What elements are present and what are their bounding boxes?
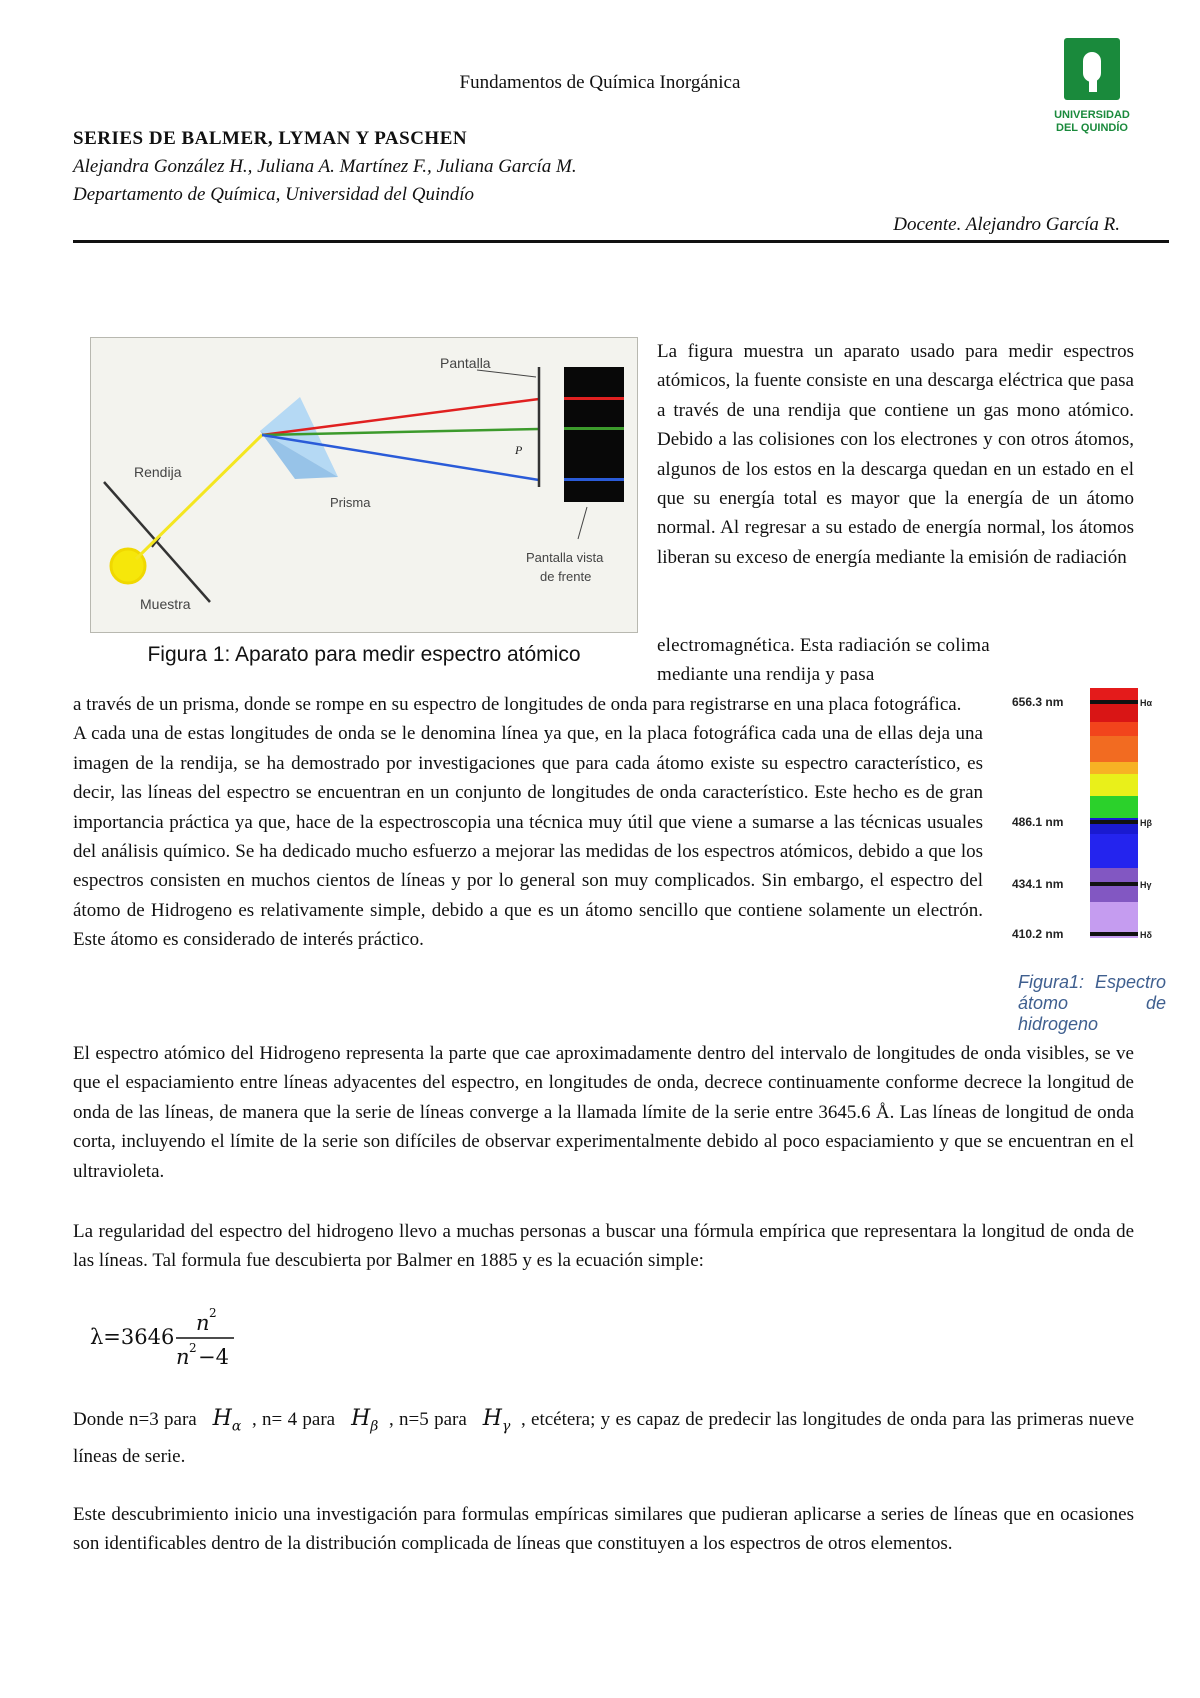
label-410: 410.2 nm — [1012, 927, 1064, 941]
front-green-line — [564, 427, 624, 430]
course-name: Fundamentos de Química Inorgánica — [459, 72, 741, 93]
paragraph-5: Este descubrimiento inicio una investigación para formulas empíricas similares que pudieran aplicarse a series de líneas que en ocasiones son identificables dentro de la distribución complicada de líneas que constituyen a los espectros de otros elementos. — [73, 1504, 1134, 1555]
label-434: 434.1 nm — [1012, 877, 1064, 891]
logo-text-2: DEL QUINDÍO — [1056, 122, 1128, 134]
paragraph-1 — [73, 690, 983, 955]
label-656: 656.3 nm — [1012, 695, 1064, 709]
front-blue-line — [564, 478, 624, 481]
label-screen: Pantalla — [440, 355, 491, 371]
spectrum-caption: Figura1: Espectro átomo de hidrogeno — [1018, 972, 1166, 1034]
figure1-caption: Figura 1: Aparato para medir espectro atómico — [147, 643, 581, 666]
label-sample: Muestra — [140, 596, 191, 612]
label-p: P — [515, 443, 523, 457]
teacher: Docente. Alejandro García R. — [893, 214, 1120, 235]
label-front-view-1: Pantalla vista — [526, 550, 604, 565]
balmer-formula — [88, 1300, 288, 1380]
formula-denominator-tail: −4 — [198, 1345, 229, 1369]
para4-part-c: , n=5 para — [388, 1409, 467, 1430]
document-title: SERIES DE BALMER, LYMAN Y PASCHEN — [73, 128, 468, 149]
screen-front-view — [564, 367, 624, 502]
para4-part-a: Donde n=3 para — [73, 1409, 197, 1430]
band-red-1 — [1090, 688, 1138, 702]
band-green — [1090, 796, 1138, 818]
band-yellow — [1090, 774, 1138, 796]
label-slit: Rendija — [134, 464, 182, 480]
formula-denominator-exp: 2 — [189, 1341, 197, 1355]
spectral-line-486 — [1090, 820, 1138, 824]
figure-frame — [91, 338, 638, 633]
figure-apparatus — [90, 337, 638, 633]
marker-h-delta: Hδ — [1140, 930, 1152, 940]
band-blue — [1090, 834, 1138, 868]
department: Departamento de Química, Universidad del Quindío — [73, 184, 475, 205]
header-rule — [73, 240, 1169, 243]
paragraph-2: El espectro atómico del Hidrogeno representa la parte que cae aproximadamente dentro del intervalo de longitudes de onda visibles, se ve que el espaciamiento entre líneas adyacentes del espectro, en longitudes de onda, decrece continuamente conforme decrece la longitud de onda de las líneas, de manera que la serie de líneas converge a la llamada límite de la serie entre 3645.6 Å. Las líneas de longitud de onda corta, incluyendo el límite de la serie son difíciles de observar experimentalmente debido al poco espaciamiento y que se encuentran en el ultravioleta. — [73, 1043, 1134, 1182]
authors: Alejandra González H., Juliana A. Martínez F., Juliana García M. — [73, 156, 577, 177]
formula-denominator: n — [176, 1345, 190, 1369]
h-alpha-symbol: $H_\alpha$ — [212, 1406, 242, 1435]
paragraph-3: La regularidad del espectro del hidrogeno llevo a muchas personas a buscar una fórmula empírica que representara la longitud de onda de las líneas. Tal formula fue descubierta por Balmer en 1885 y es la ecuación simple: — [73, 1221, 1134, 1272]
logo-text-1: UNIVERSIDAD — [1054, 109, 1130, 121]
para4-part-d: , etcétera; y es capaz de predecir las longitudes de onda para las primeras nueve líneas de serie. — [73, 1409, 1135, 1467]
marker-h-beta: Hβ — [1140, 818, 1152, 828]
spectral-line-410 — [1090, 932, 1138, 936]
label-front-view-2: de frente — [540, 569, 592, 584]
intro-paragraph-continued: electromagnética. Esta radiación se colima mediante una rendija y pasa — [657, 635, 990, 686]
h-gamma-symbol: $H_\gamma$ — [482, 1406, 511, 1435]
spectral-line-434 — [1090, 882, 1138, 886]
band-red-2 — [1090, 702, 1138, 722]
marker-h-alpha: Hα — [1140, 698, 1153, 708]
front-red-line — [564, 397, 624, 400]
intro-paragraph: La figura muestra un aparato usado para medir espectros atómicos, la fuente consiste en una descarga eléctrica que pasa a través de una rendija que contiene un gas mono atómico. Debido a las colisiones con los electrones y con otros átomos, algunos de los estos en la descarga quedan en un estado en el que su energía total es mayor que la energía de un átomo normal. Al regresar a su estado de energía normal, los átomos liberan su exceso de energía mediante la emisión de radiación — [657, 341, 1134, 568]
h-beta-symbol: $H_\beta$ — [351, 1406, 379, 1435]
hydrogen-spectrum-figure — [1008, 680, 1178, 950]
para4-part-b: , n= 4 para — [251, 1409, 336, 1430]
band-amber — [1090, 762, 1138, 774]
paragraph-4 — [73, 1404, 1134, 1471]
paragraph-1b: A cada una de estas longitudes de onda se le denomina línea ya que, en la placa fotográfica cada una de ellas deja una imagen de la rendija, se ha demostrado por investigaciones que para cada átomo existe su espectro característico, es decir, las líneas del espectro se encuentran en un conjunto de longitudes de onda característico. Este hecho es de gran importancia práctica ya que, hace de la espectroscopia una técnica muy útil que viene a sumarse a las técnicas usuales del análisis químico. Se ha dedicado mucho esfuerzo a mejorar las medidas de los espectros atómicos, debido a que los espectros consisten en muchos cientos de líneas y por lo general son muy complicados. Sin embargo, el espectro del átomo de Hidrogeno es relativamente simple, debido a que es un átomo sencillo que contiene solamente un electrón. Este átomo es considerado de interés práctico. — [73, 723, 983, 951]
university-logo — [1052, 38, 1132, 136]
band-red-orange — [1090, 722, 1138, 736]
formula-lhs: λ=3646 — [90, 1325, 175, 1349]
formula-numerator-exp: 2 — [209, 1306, 217, 1320]
band-orange — [1090, 736, 1138, 762]
logo-mark-stem — [1089, 76, 1097, 92]
marker-h-gamma: Hγ — [1140, 880, 1152, 890]
spectral-line-656 — [1090, 700, 1138, 704]
label-prism: Prisma — [330, 495, 371, 510]
label-486: 486.1 nm — [1012, 815, 1064, 829]
formula-numerator: n — [196, 1311, 210, 1335]
paragraph-1a: a través de un prisma, donde se rompe en su espectro de longitudes de onda para registrarse en una placa fotográfica. — [73, 694, 962, 715]
